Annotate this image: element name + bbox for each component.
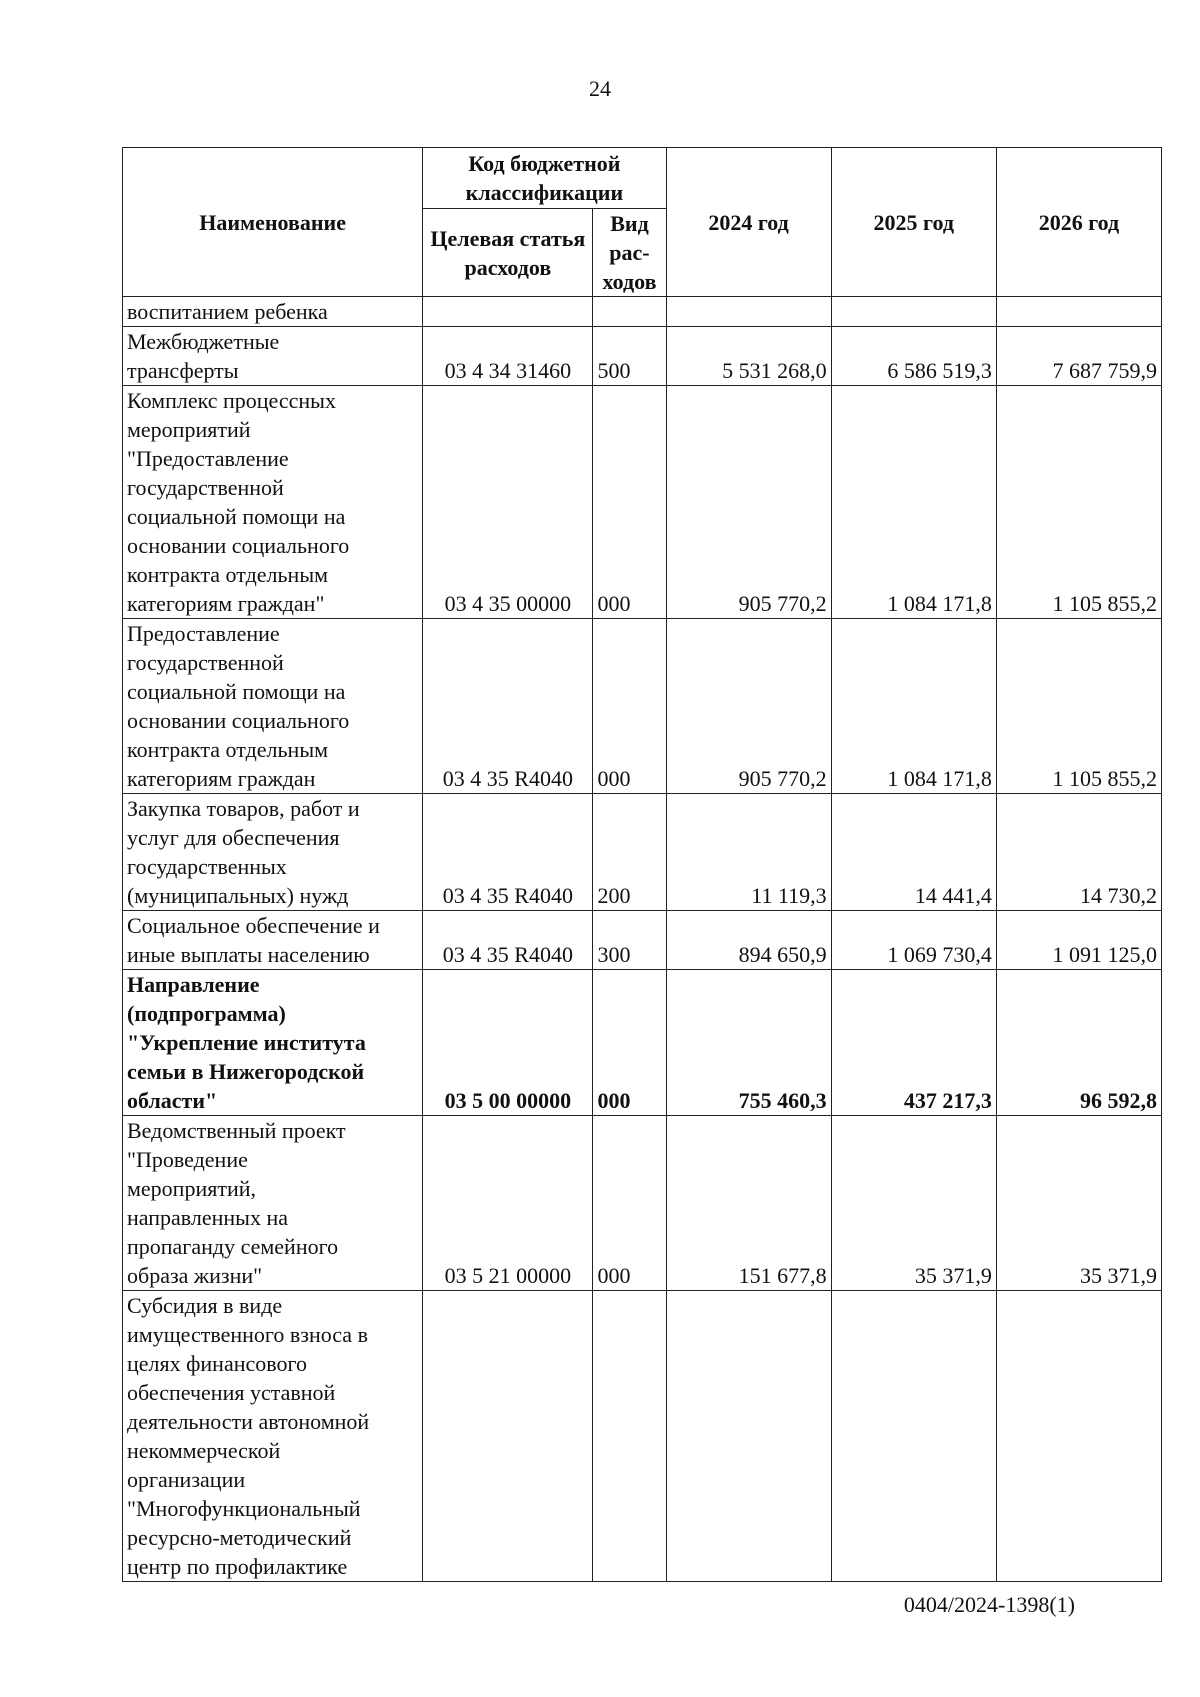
table-row — [123, 911, 1162, 970]
row-expense-kind: 000 — [593, 970, 666, 1116]
row-value-2024 — [666, 297, 831, 327]
row-expense-kind: 000 — [593, 619, 666, 794]
row-expense-kind — [593, 297, 666, 327]
row-name: Комплекс процессных мероприятий "Предоставление государственной социальной помощи на основании социального контракта отдельным категориям граждан" — [123, 386, 423, 619]
header-expense-kind: Вид рас-ходов — [593, 209, 666, 297]
header-2025: 2025 год — [831, 148, 996, 297]
row-expense-kind: 300 — [593, 911, 666, 970]
budget-table — [122, 147, 1162, 1582]
row-value-2026: 35 371,9 — [996, 1116, 1161, 1291]
row-target-code: 03 5 21 00000 — [423, 1116, 593, 1291]
row-value-2026: 1 091 125,0 — [996, 911, 1161, 970]
row-value-2025 — [831, 297, 996, 327]
row-value-2024: 755 460,3 — [666, 970, 831, 1116]
header-target-article: Целевая статья расходов — [423, 209, 593, 297]
row-expense-kind: 000 — [593, 1116, 666, 1291]
row-value-2024: 905 770,2 — [666, 386, 831, 619]
table-row — [123, 1291, 1162, 1582]
row-value-2026: 7 687 759,9 — [996, 327, 1161, 386]
row-expense-kind: 500 — [593, 327, 666, 386]
row-value-2025: 6 586 519,3 — [831, 327, 996, 386]
table-body — [123, 297, 1162, 1582]
row-value-2024 — [666, 1291, 831, 1582]
row-value-2026: 1 105 855,2 — [996, 619, 1161, 794]
row-target-code: 03 4 35 R4040 — [423, 619, 593, 794]
row-value-2026: 1 105 855,2 — [996, 386, 1161, 619]
row-value-2024: 894 650,9 — [666, 911, 831, 970]
row-name: Социальное обеспечение и иные выплаты населению — [123, 911, 423, 970]
row-value-2025: 35 371,9 — [831, 1116, 996, 1291]
row-value-2025: 1 084 171,8 — [831, 386, 996, 619]
row-target-code: 03 4 35 00000 — [423, 386, 593, 619]
row-value-2025: 437 217,3 — [831, 970, 996, 1116]
row-name: Направление (подпрограмма) "Укрепление института семьи в Нижегородской области" — [123, 970, 423, 1116]
row-value-2025: 1 069 730,4 — [831, 911, 996, 970]
header-budget-code-group: Код бюджетной классификации — [423, 148, 666, 209]
row-value-2025 — [831, 1291, 996, 1582]
row-name: воспитанием ребенка — [123, 297, 423, 327]
row-name: Ведомственный проект "Проведение мероприятий, направленных на пропаганду семейного образа жизни" — [123, 1116, 423, 1291]
row-target-code: 03 4 35 R4040 — [423, 794, 593, 911]
table-row — [123, 619, 1162, 794]
row-name: Закупка товаров, работ и услуг для обеспечения государственных (муниципальных) нужд — [123, 794, 423, 911]
row-value-2024: 5 531 268,0 — [666, 327, 831, 386]
row-value-2024: 151 677,8 — [666, 1116, 831, 1291]
row-expense-kind: 200 — [593, 794, 666, 911]
row-value-2024: 11 119,3 — [666, 794, 831, 911]
table-row — [123, 970, 1162, 1116]
row-target-code: 03 5 00 00000 — [423, 970, 593, 1116]
row-target-code: 03 4 35 R4040 — [423, 911, 593, 970]
table-row — [123, 1116, 1162, 1291]
row-name: Предоставление государственной социальной помощи на основании социального контракта отдельным категориям граждан — [123, 619, 423, 794]
table-row — [123, 327, 1162, 386]
row-value-2024: 905 770,2 — [666, 619, 831, 794]
row-name: Субсидия в виде имущественного взноса в целях финансового обеспечения уставной деятельности автономной некоммерческой организации "Многофункциональный ресурсно-методический центр по профилактике — [123, 1291, 423, 1582]
header-2026: 2026 год — [996, 148, 1161, 297]
row-name: Межбюджетные трансферты — [123, 327, 423, 386]
row-target-code: 03 4 34 31460 — [423, 327, 593, 386]
table-row — [123, 297, 1162, 327]
header-2024: 2024 год — [666, 148, 831, 297]
page-number: 24 — [589, 76, 611, 101]
header-name: Наименование — [123, 148, 423, 297]
row-target-code — [423, 297, 593, 327]
row-target-code — [423, 1291, 593, 1582]
row-value-2026 — [996, 1291, 1161, 1582]
row-expense-kind: 000 — [593, 386, 666, 619]
row-value-2025: 14 441,4 — [831, 794, 996, 911]
table-row — [123, 386, 1162, 619]
row-value-2026 — [996, 297, 1161, 327]
row-value-2025: 1 084 171,8 — [831, 619, 996, 794]
table-row — [123, 794, 1162, 911]
row-expense-kind — [593, 1291, 666, 1582]
row-value-2026: 14 730,2 — [996, 794, 1161, 911]
row-value-2026: 96 592,8 — [996, 970, 1161, 1116]
document-code: 0404/2024-1398(1) — [903, 1592, 1075, 1617]
